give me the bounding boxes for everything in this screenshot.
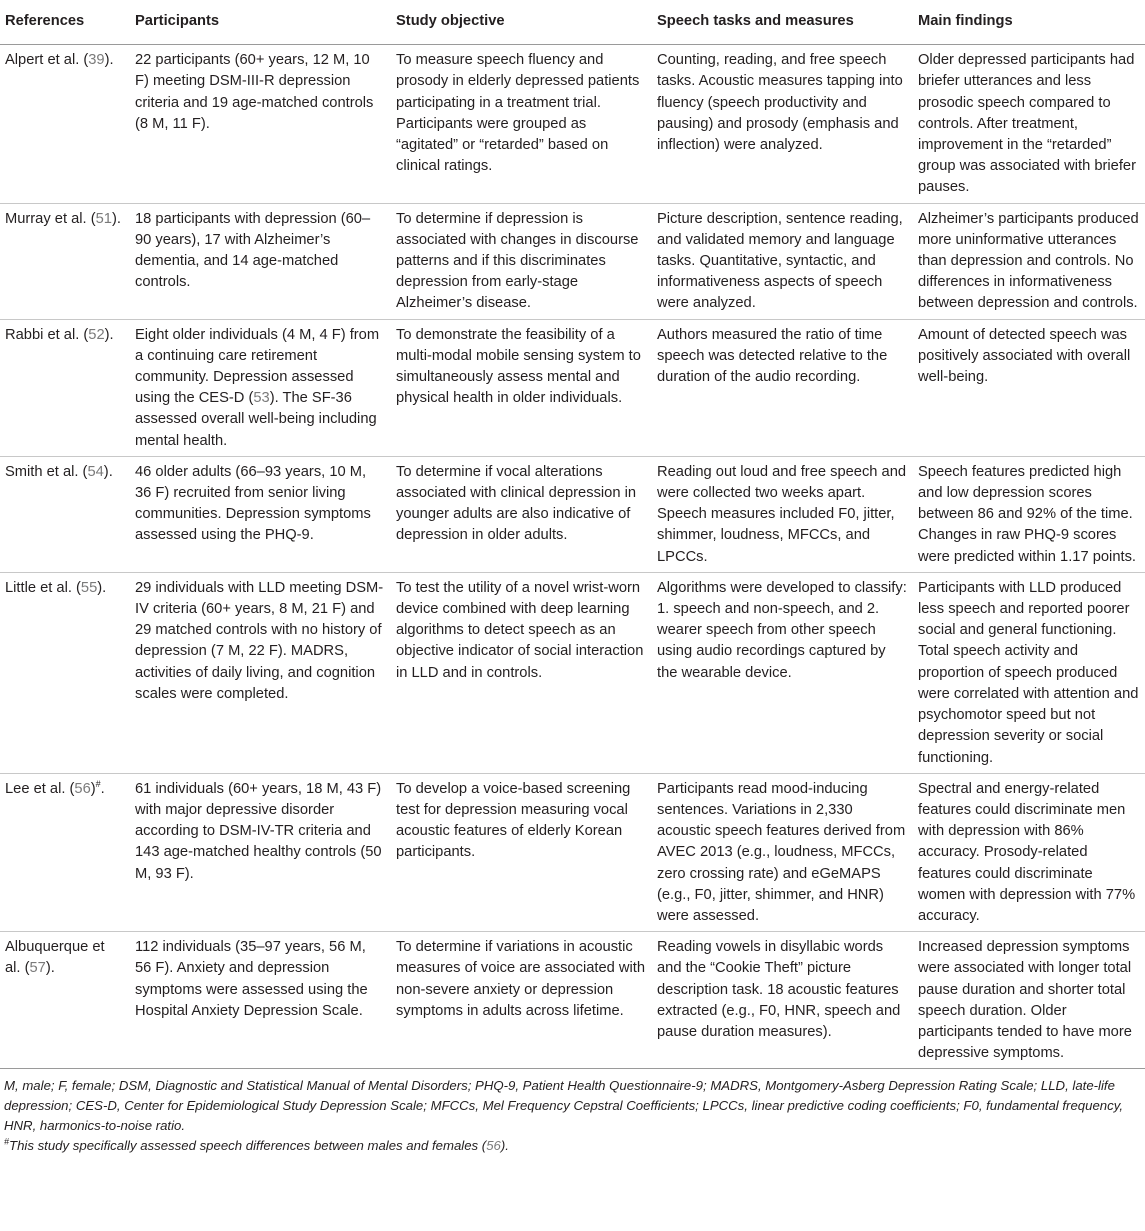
reference-end: ).: [97, 579, 107, 596]
header-study-objective: Study objective: [391, 0, 652, 45]
cell-objective: To demonstrate the feasibility of a multi-modal mobile sensing system to simultaneously assess mental and physical health in older individuals.: [391, 319, 652, 456]
cell-reference: [0, 319, 130, 456]
cell-reference: [0, 456, 130, 572]
header-main-findings: Main findings: [913, 0, 1145, 45]
cell-reference: [0, 932, 130, 1069]
table-footnotes: [0, 1069, 1145, 1156]
table-row: [0, 456, 1145, 572]
citation-link[interactable]: 39: [88, 52, 105, 69]
cell-reference: [0, 203, 130, 319]
cell-participants: [130, 319, 391, 456]
hash-footnote-end: ).: [500, 1138, 509, 1154]
cell-objective: To determine if vocal alterations associated with clinical depression in younger adults are also indicative of depression in older adults.: [391, 456, 652, 572]
header-participants: Participants: [130, 0, 391, 45]
hash-footnote-text: This study specifically assessed speech differences between males and females (: [9, 1138, 487, 1154]
footnote-marker: #: [4, 1136, 10, 1147]
cell-reference: [0, 572, 130, 773]
reference-text: Lee et al. (: [5, 780, 75, 797]
cell-participants: 61 individuals (60+ years, 18 M, 43 F) with major depressive disorder according to DSM-IV-TR criteria and 143 age-matched healthy controls (50 M, 93 F).: [130, 773, 391, 931]
cell-tasks: Authors measured the ratio of time speech was detected relative to the duration of the audio recording.: [652, 319, 913, 456]
participants-text: Eight older individuals (4 M, 4 F) from a continuing care retirement community. Depression assessed using the CES-D (: [135, 326, 380, 407]
cell-tasks: Counting, reading, and free speech tasks. Acoustic measures tapping into fluency (speech productivity and pausing) and prosody (emphasis and inflection) were analyzed.: [652, 45, 913, 203]
cell-reference: [0, 773, 130, 931]
cell-objective: To determine if variations in acoustic measures of voice are associated with non-severe anxiety or depression symptoms in adults across lifetime.: [391, 932, 652, 1069]
cell-findings: Increased depression symptoms were associated with longer total pause duration and shorter total speech duration. Older participants tended to have more depressive symptoms.: [913, 932, 1145, 1069]
reference-end: ).: [111, 210, 121, 227]
table-header-row: [0, 0, 1145, 45]
citation-link[interactable]: 53: [253, 390, 270, 407]
cell-tasks: Algorithms were developed to classify: 1. speech and non-speech, and 2. wearer speech from other speech using audio recordings captured by the wearable device.: [652, 572, 913, 773]
cell-objective: To measure speech fluency and prosody in elderly depressed patients participating in a treatment trial. Participants were grouped as “agitated” or “retarded” based on clinical ratings.: [391, 45, 652, 203]
reference-text: Smith et al. (: [5, 463, 88, 480]
reference-text: Albuquerque et al. (: [5, 939, 105, 977]
cell-findings: Amount of detected speech was positively associated with overall well-being.: [913, 319, 1145, 456]
reference-text: Rabbi et al. (: [5, 326, 89, 343]
cell-participants: 18 participants with depression (60–90 years), 17 with Alzheimer’s dementia, and 14 age-matched controls.: [130, 203, 391, 319]
citation-link[interactable]: 51: [95, 210, 112, 227]
hash-footnote: [4, 1136, 1141, 1156]
cell-findings: Speech features predicted high and low depression scores between 86 and 92% of the time. Changes in raw PHQ-9 scores were predicted within 1.17 points.: [913, 456, 1145, 572]
cell-objective: To test the utility of a novel wrist-worn device combined with deep learning algorithms to detect speech as an objective indicator of social interaction in LLD and in controls.: [391, 572, 652, 773]
reference-text: Alpert et al. (: [5, 52, 89, 69]
cell-participants: 22 participants (60+ years, 12 M, 10 F) meeting DSM-III-R depression criteria and 19 age-matched controls (8 M, 11 F).: [130, 45, 391, 203]
citation-link[interactable]: 54: [87, 463, 104, 480]
cell-tasks: Participants read mood-inducing sentences. Variations in 2,330 acoustic speech features derived from AVEC 2013 (e.g., loudness, MFCCs, zero crossing rate) and eGeMAPS (e.g., F0, jitter, shimmer, and HNR) were assessed.: [652, 773, 913, 931]
table-row: [0, 203, 1145, 319]
table-row: [0, 319, 1145, 456]
reference-end: ): [90, 780, 96, 797]
citation-link[interactable]: 57: [29, 960, 46, 977]
citation-link[interactable]: 52: [88, 326, 105, 343]
cell-tasks: Reading vowels in disyllabic words and the “Cookie Theft” picture description task. 18 acoustic features extracted (e.g., F0, HNR, speech and pause duration measures).: [652, 932, 913, 1069]
abbreviations-note: M, male; F, female; DSM, Diagnostic and Statistical Manual of Mental Disorders; PHQ-9, Patient Health Questionnaire-9; MADRS, Montgomery-Asberg Depression Rating Scale; LLD, late-life depression; CES-D, Center for Epidemiological Study Depression Scale; MFCCs, Mel Frequency Cepstral Coefficients; LPCCs, linear predictive coding coefficients; F0, fundamental frequency, HNR, harmonics-to-noise ratio.: [4, 1078, 1123, 1134]
reference-text: Murray et al. (: [5, 210, 96, 227]
reference-end: ).: [103, 463, 113, 480]
participants-text-end: ). The SF-36 assessed overall well-being including mental health.: [135, 390, 377, 449]
cell-findings: Spectral and energy-related features could discriminate men with depression with 86% accuracy. Prosody-related features could discriminate women with depression with 77% accuracy.: [913, 773, 1145, 931]
cell-findings: Older depressed participants had briefer utterances and less prosodic speech compared to controls. After treatment, improvement in the “retarded” group was associated with briefer pauses.: [913, 45, 1145, 203]
table-row: [0, 773, 1145, 931]
citation-link[interactable]: 56: [486, 1138, 501, 1154]
cell-tasks: Picture description, sentence reading, and validated memory and language tasks. Quantitative, syntactic, and informativeness aspects of speech were analyzed.: [652, 203, 913, 319]
reference-end: ).: [104, 52, 114, 69]
cell-participants: 29 individuals with LLD meeting DSM-IV criteria (60+ years, 8 M, 21 F) and 29 matched controls with no history of depression (7 M, 22 F). MADRS, activities of daily living, and cognition scales were completed.: [130, 572, 391, 773]
cell-participants: 112 individuals (35–97 years, 56 M, 56 F). Anxiety and depression symptoms were assessed using the Hospital Anxiety Depression Scale.: [130, 932, 391, 1069]
header-speech-tasks: Speech tasks and measures: [652, 0, 913, 45]
cell-findings: Participants with LLD produced less speech and reported poorer social and general functioning. Total speech activity and proportion of speech produced were correlated with attention and psychomotor speed but not depression severity or social functioning.: [913, 572, 1145, 773]
table-row: [0, 932, 1145, 1069]
reference-text: Little et al. (: [5, 579, 81, 596]
footnote-marker: #: [95, 778, 101, 789]
table-row: [0, 45, 1145, 203]
header-references: References: [0, 0, 130, 45]
citation-link[interactable]: 56: [74, 780, 91, 797]
cell-objective: To determine if depression is associated with changes in discourse patterns and if this discriminates depression from early-stage Alzheimer’s disease.: [391, 203, 652, 319]
cell-findings: Alzheimer’s participants produced more uninformative utterances than depression and controls. No differences in informativeness between depression and controls.: [913, 203, 1145, 319]
cell-participants: 46 older adults (66–93 years, 10 M, 36 F) recruited from senior living communities. Depression symptoms assessed using the PHQ-9.: [130, 456, 391, 572]
citation-link[interactable]: 55: [80, 579, 98, 596]
reference-period: .: [100, 780, 105, 797]
table-row: [0, 572, 1145, 773]
cell-reference: [0, 45, 130, 203]
reference-end: ).: [45, 960, 55, 977]
cell-tasks: Reading out loud and free speech and were collected two weeks apart. Speech measures included F0, jitter, shimmer, loudness, MFCCs, and LPCCs.: [652, 456, 913, 572]
cell-objective: To develop a voice-based screening test for depression measuring vocal acoustic features of elderly Korean participants.: [391, 773, 652, 931]
reference-end: ).: [104, 326, 114, 343]
